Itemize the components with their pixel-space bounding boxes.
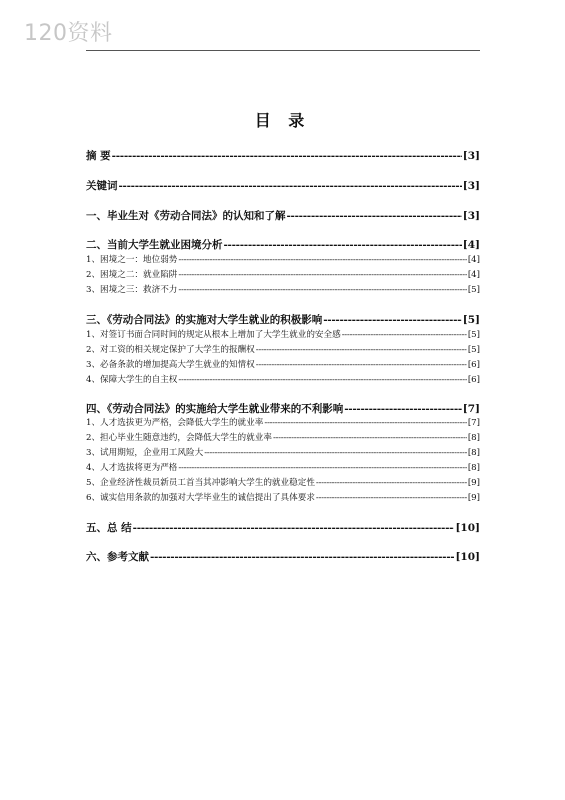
dot-leader [344, 403, 462, 415]
toc-entry-page: [8] [467, 448, 480, 458]
dot-leader [256, 360, 467, 370]
dot-leader [342, 330, 467, 340]
toc-entry-label: 三、《劳动合同法》的实施对大学生就业的积极影响 [86, 314, 323, 326]
dot-leader [178, 270, 466, 280]
toc-entry[interactable] [86, 549, 480, 564]
toc-entry[interactable] [86, 268, 480, 280]
toc-entry-label: 4、人才选拔将更为严格 [86, 463, 178, 473]
toc-entry-label: 摘 要 [86, 150, 111, 162]
toc-entry[interactable] [86, 358, 480, 370]
toc-entry[interactable] [86, 476, 480, 488]
toc-entry-page: [9] [467, 478, 480, 488]
toc-entry[interactable] [86, 373, 480, 385]
dot-leader [204, 448, 467, 458]
toc-entry-label: 二、当前大学生就业困境分析 [86, 239, 223, 251]
toc-entry[interactable] [86, 283, 480, 295]
toc-entry-page: [4] [467, 270, 480, 280]
toc-entry-page: [10] [455, 551, 480, 563]
toc-entry-page: [3] [462, 150, 480, 162]
dot-leader [133, 522, 455, 534]
toc-entry-page: [10] [455, 522, 480, 534]
toc-entry[interactable] [86, 148, 480, 163]
dot-leader [273, 433, 467, 443]
toc-entry-label: 1、困境之一：地位弱势 [86, 255, 178, 265]
toc-entry[interactable] [86, 520, 480, 535]
toc-entry-label: 4、保障大学生的自主权 [86, 375, 178, 385]
toc-entry-page: [5] [467, 285, 480, 295]
toc-entry-label: 5、企业经济性裁员新员工首当其冲影响大学生的就业稳定性 [86, 478, 315, 488]
toc-entry[interactable] [86, 431, 480, 443]
dot-leader [323, 314, 462, 326]
dot-leader [178, 255, 466, 265]
toc-entry-page: [9] [467, 493, 480, 503]
dot-leader [264, 418, 466, 428]
toc-entry[interactable] [86, 237, 480, 252]
dot-leader [178, 463, 466, 473]
toc-entry[interactable] [86, 401, 480, 416]
toc-entry-page: [5] [462, 314, 480, 326]
toc-entry-label: 3、必备条款的增加提高大学生就业的知情权 [86, 360, 255, 370]
toc-entry[interactable] [86, 328, 480, 340]
toc-entry-page: [5] [467, 330, 480, 340]
dot-leader [119, 180, 462, 192]
toc-entry-label: 3、试用期短，企业用工风险大 [86, 448, 204, 458]
dot-leader [178, 285, 466, 295]
toc-entry[interactable] [86, 312, 480, 327]
toc-entry[interactable] [86, 491, 480, 503]
toc-entry-page: [5] [467, 345, 480, 355]
toc-entry-label: 1、对签订书面合同时间的规定从根本上增加了大学生就业的安全感 [86, 330, 341, 340]
toc-entry-label: 2、担心毕业生随意违约，会降低大学生的就业率 [86, 433, 272, 443]
toc-entry-page: [6] [467, 360, 480, 370]
toc-entry[interactable] [86, 461, 480, 473]
toc-entry-label: 6、诚实信用条款的加强对大学毕业生的诚信提出了具体要求 [86, 493, 315, 503]
toc-entry-page: [4] [462, 239, 480, 251]
toc-entry-page: [7] [462, 403, 480, 415]
toc-entry-label: 六、参考文献 [86, 551, 149, 563]
toc-entry[interactable] [86, 446, 480, 458]
toc-entry[interactable] [86, 208, 480, 223]
toc-entry-page: [8] [467, 463, 480, 473]
dot-leader [178, 375, 466, 385]
toc-entry-label: 1、人才选拔更为严格，会降低大学生的就业率 [86, 418, 264, 428]
toc-entry-page: [7] [467, 418, 480, 428]
dot-leader [287, 210, 462, 222]
toc-entry-label: 四、《劳动合同法》的实施给大学生就业带来的不利影响 [86, 403, 344, 415]
watermark-logo: 120资料 [24, 21, 113, 46]
toc-entry-page: [6] [467, 375, 480, 385]
dot-leader [316, 478, 467, 488]
toc-entry-page: [3] [462, 180, 480, 192]
toc-entry[interactable] [86, 343, 480, 355]
toc-entry-page: [8] [467, 433, 480, 443]
toc-entry[interactable] [86, 416, 480, 428]
toc-entry-page: [4] [467, 255, 480, 265]
page-title: 目 录 [254, 111, 311, 130]
dot-leader [316, 493, 467, 503]
dot-leader [150, 551, 454, 563]
dot-leader [112, 150, 462, 162]
toc-entry-label: 一、毕业生对《劳动合同法》的认知和了解 [86, 210, 286, 222]
toc-entry-label: 2、困境之二：就业陷阱 [86, 270, 178, 280]
toc-entry[interactable] [86, 253, 480, 265]
toc-entry-label: 关键词 [86, 180, 118, 192]
dot-leader [256, 345, 467, 355]
toc-entry-page: [3] [462, 210, 480, 222]
toc-entry[interactable] [86, 178, 480, 193]
dot-leader [224, 239, 462, 251]
toc-entry-label: 3、困境之三：救济不力 [86, 285, 178, 295]
toc-entry-label: 2、对工资的相关规定保护了大学生的报酬权 [86, 345, 255, 355]
header-rule [86, 50, 480, 51]
toc-entry-label: 五、总 结 [86, 522, 132, 534]
